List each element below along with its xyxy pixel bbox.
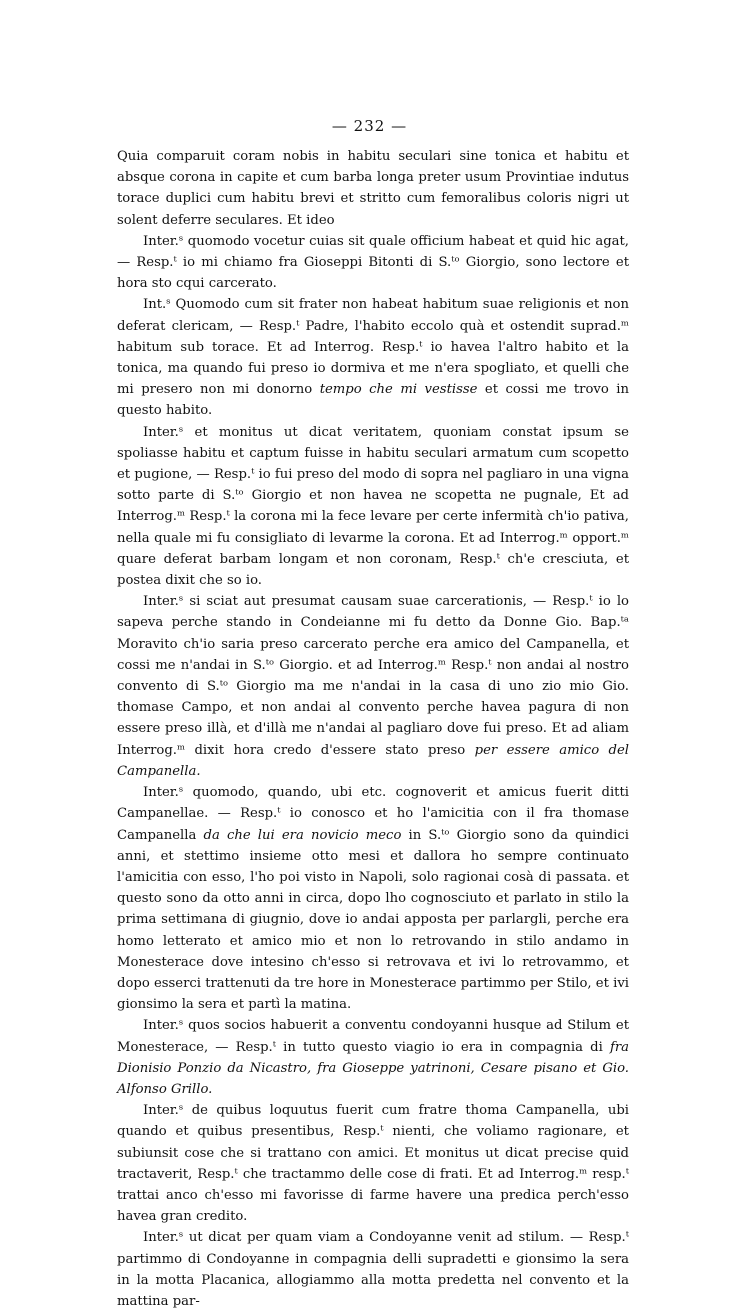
text-segment: Inter.ˢ ut dicat per quam viam a Condoyanne venit ad stilum. — Resp.ᵗ partimmo di Condoyanne in compagnia delli supradetti e gionsimo la sera in la motta Placanica, allogiammo alla motta predetta nel convento et la mattina par- — [117, 1230, 629, 1309]
body-text — [117, 146, 629, 1312]
text-segment: Inter.ˢ et monitus ut dicat veritatem, quoniam constat ipsum se spoliasse habitu et captum fuisse in habitu seculari armatum cum scopetto et pugione, — Resp.ᵗ io fui preso del modo di sopra nel pagliaro in una vigna sotto parte di S.ᵗᵒ Giorgio et non havea ne scopetta ne pugnale, Et ad Interrog.ᵐ Resp.ᵗ la corona mi la fece levare per certe infermità ch'io pativa, nella quale mi fu consigliato di levarme la corona. Et ad Interrog.ᵐ opport.ᵐ quare deferat barbam longam et non coronam, Resp.ᵗ ch'e cresciuta, et postea dixit che so io. — [117, 424, 629, 589]
paragraph — [117, 1227, 629, 1312]
paragraph — [117, 782, 629, 1015]
text-segment: Inter.ˢ quomodo, quando, ubi etc. cognoverit et amicus fuerit ditti Campanellae. — Resp.ᵗ io conosco et ho l'amicitia con il fra thomase Campanella — [117, 785, 629, 843]
paragraph — [117, 146, 629, 231]
text-segment: Inter.ˢ quomodo vocetur cuias sit quale officium habeat et quid hic agat, — Resp.ᵗ io mi chiamo fra Gioseppi Bitonti di S.ᵗᵒ Giorgio, sono lectore et hora sto cqui carcerato. — [117, 233, 629, 292]
page-number: — 232 — — [331, 117, 408, 135]
text-segment: Inter.ˢ quos socios habuerit a conventu condoyanni husque ad Stilum et Monesterace, — Resp.ᵗ in tutto questo viagio io era in compagnia di — [117, 1018, 629, 1055]
italic-text-segment: tempo che mi vestisse — [319, 382, 478, 398]
text-segment: Inter.ˢ de quibus loquutus fuerit cum fratre thoma Campanella, ubi quando et quibus presentibus, Resp.ᵗ nienti, che voliamo ragionare, et subiunsit cose che si trattano con amici. Et monitus ut dicat precise quid tractaverit, Resp.ᵗ che tractammo delle cose di frati. Et ad Interrog.ᵐ resp.ᵗ trattai anco ch'esso mi favorisse di farme havere una predica perch'esso havea gran credito. — [117, 1103, 629, 1225]
text-segment: Inter.ˢ si sciat aut presumat causam suae carcerationis, — Resp.ᵗ io lo sapeva perche stando in Condeianne mi fu detto da Donne Gio. Bap.ᵗᵃ Moravito ch'io saria preso carcerato perche era amico del Campanella, et cossi me n'andai in S.ᵗᵒ Giorgio. et ad Interrog.ᵐ Resp.ᵗ non andai al nostro convento di S.ᵗᵒ Giorgio ma me n'andai in la casa di uno zio mio Gio. thomase Campo, et non andai al convento perche havea pagura di non essere preso illà, et d'illà me n'andai al pagliaro dove fui preso. Et ad aliam Interrog.ᵐ dixit hora credo d'essere stato preso — [117, 594, 629, 758]
paragraph — [117, 231, 629, 295]
paragraph — [117, 591, 629, 782]
italic-text-segment: per essere amico del Campanella. — [117, 742, 629, 779]
text-segment: Int.ˢ Quomodo cum sit frater non habeat habitum suae religionis et non deferat clericam, — Resp.ᵗ Padre, l'habito eccolo quà et ostendit suprad.ᵐ habitum sub torace. Et ad Interrog. Resp.ᵗ io havea l'altro habito et la tonica, ma quando fui preso io dormiva et me n'era spogliato, et quelli che mi presero non mi donorno — [117, 297, 629, 398]
paragraph — [117, 294, 629, 421]
paragraph — [117, 422, 629, 592]
italic-text-segment: da che lui era novicio meco — [203, 827, 402, 843]
paragraph — [117, 1015, 629, 1100]
text-segment: et cossi me trovo in questo habito. — [117, 382, 629, 419]
text-segment: in S.ᵗᵒ Giorgio sono da quindici anni, et stettimo insieme otto mesi et dallora ho sempre continuato l'amicitia con esso, l'ho poi visto in Napoli, solo ragionai cosà di passata. et questo sono da otto anni in circa, dopo lho cognosciuto et parlato in stilo la prima settimana di giugnio, dove io andai apposta per parlargli, perche era homo letterato et amico mio et non lo retrovando in stilo andamo in Monesterace dove intesino ch'esso si retrovava et ivi lo retrovammo, et dopo esserci trattenuti da tre hore in Monesterace partimmo per Stilo, et ivi gionsimo la sera et partì la matina. — [117, 827, 629, 1013]
italic-text-segment: fra Dionisio Ponzio da Nicastro, fra Gioseppe yatrinoni, Cesare pisano et Gio. Alfonso Grillo. — [117, 1039, 629, 1097]
paragraph — [117, 1100, 629, 1227]
text-segment: Quia comparuit coram nobis in habitu seculari sine tonica et habitu et absque corona in capite et cum barba longa preter usum Provintiae indutus torace duplici cum habitu brevi et stritto cum femoralibus coloris nigri ut solent deferre seculares. Et ideo — [117, 149, 629, 228]
